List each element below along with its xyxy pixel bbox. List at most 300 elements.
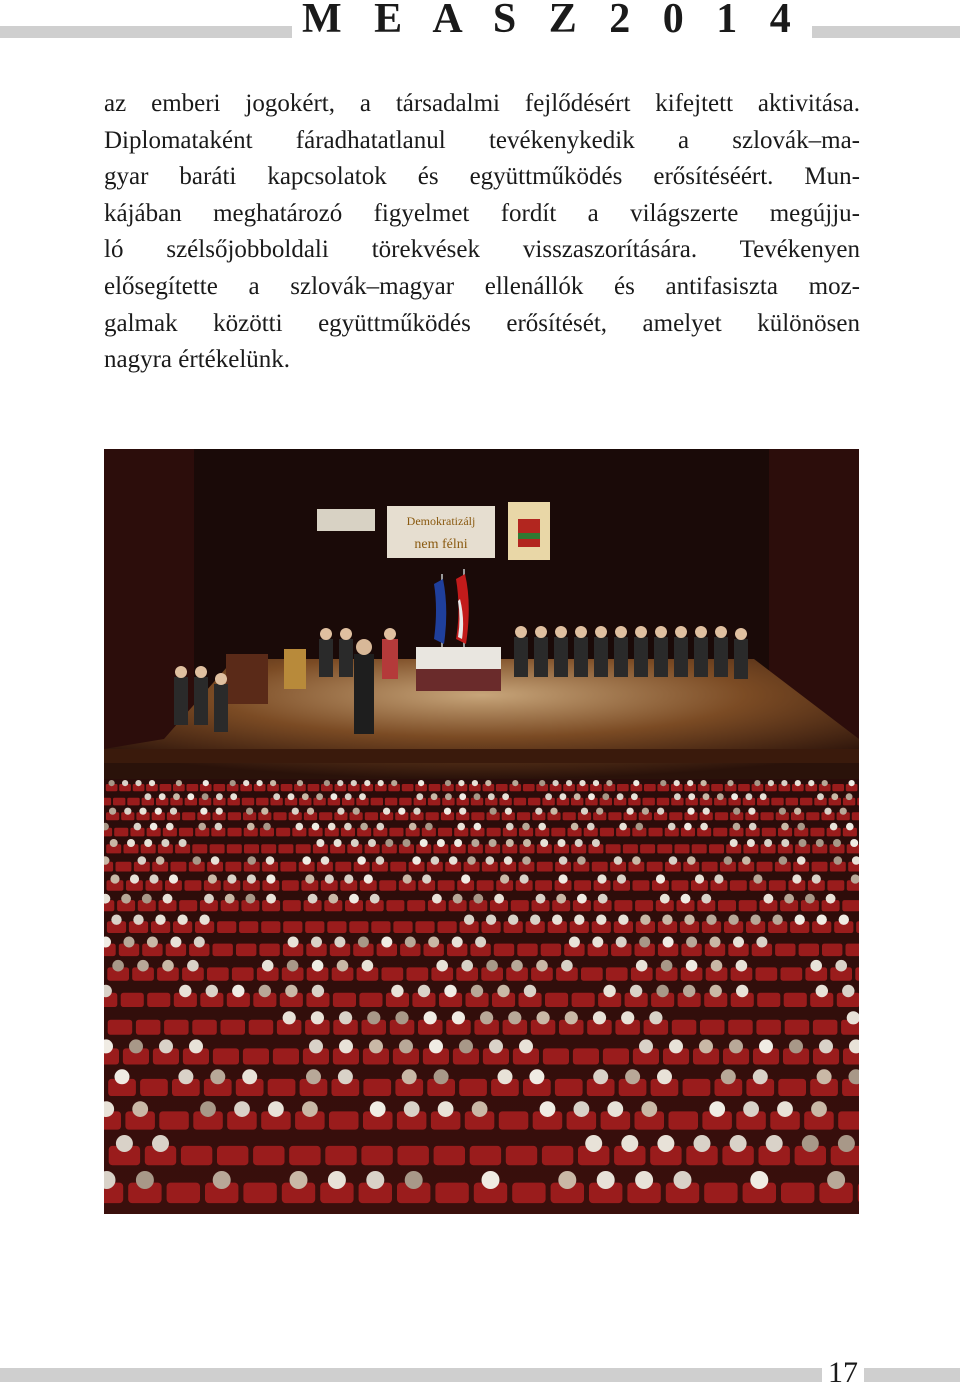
seat: [207, 967, 229, 980]
audience-head: [529, 1069, 544, 1084]
seat: [855, 967, 859, 980]
audience-head: [399, 1039, 413, 1053]
audience-head: [366, 1171, 384, 1189]
seat: [775, 944, 795, 957]
seat: [181, 1146, 212, 1165]
seat: [572, 993, 595, 1007]
audience-head: [200, 808, 207, 815]
audience-head: [602, 793, 609, 800]
seat: [757, 862, 773, 872]
seat: [506, 1146, 537, 1165]
audience-head: [614, 856, 623, 865]
seat: [858, 1183, 859, 1204]
audience-head: [445, 793, 452, 800]
seat: [832, 784, 844, 791]
audience-head: [413, 808, 420, 815]
audience-head: [571, 823, 579, 831]
seat: [278, 844, 293, 853]
seat: [857, 798, 859, 806]
seat: [281, 784, 293, 791]
audience-head: [701, 894, 711, 904]
seat: [249, 1020, 274, 1035]
seat: [429, 784, 441, 791]
audience-head: [152, 1135, 169, 1152]
stage-banner-left: [317, 509, 375, 531]
audience-head: [362, 960, 374, 972]
audience-head: [756, 937, 767, 948]
audience-head: [243, 780, 249, 786]
text-line: galmak közötti együttműködés erősítését, amelyet különösen: [104, 309, 860, 337]
seat: [261, 921, 280, 933]
text-line: ló szélsőjobboldali törekvések visszaszorítására. Tevékenyen: [104, 236, 860, 264]
audience-head: [550, 808, 557, 815]
audience-head: [746, 793, 753, 800]
seat: [325, 1146, 356, 1165]
seat: [806, 812, 819, 820]
audience-head: [656, 874, 665, 883]
audience-head: [122, 780, 128, 786]
seat: [127, 798, 139, 806]
audience-head: [270, 780, 276, 786]
seat: [761, 812, 774, 820]
audience-head: [194, 937, 205, 948]
seat: [228, 812, 241, 820]
audience-head: [797, 823, 805, 831]
audience-head: [494, 894, 504, 904]
seat: [459, 1079, 487, 1096]
audience-head: [247, 874, 256, 883]
audience-head: [452, 937, 463, 948]
audience-head: [721, 1069, 736, 1084]
audience-head: [377, 823, 385, 831]
seat: [762, 828, 776, 837]
audience-head: [199, 915, 209, 925]
audience-head: [109, 808, 116, 815]
seat: [108, 1020, 133, 1035]
seat: [592, 862, 608, 872]
audience-head: [202, 793, 209, 800]
audience-head: [370, 894, 380, 904]
audience-head: [733, 808, 740, 815]
audience-head: [660, 780, 666, 786]
audience-head: [674, 1171, 692, 1189]
audience-head: [724, 856, 733, 865]
audience-head: [772, 915, 782, 925]
audience-head: [193, 856, 202, 865]
audience-head: [657, 1135, 674, 1152]
audience-head: [475, 937, 486, 948]
seat: [296, 844, 311, 853]
audience-head: [711, 960, 723, 972]
audience-head: [730, 839, 738, 847]
audience-head: [230, 780, 236, 786]
audience-head: [486, 960, 498, 972]
audience-head: [206, 985, 218, 997]
audience-head: [703, 808, 710, 815]
audience-head: [429, 1039, 443, 1053]
audience-head: [367, 1011, 380, 1024]
seat: [700, 1020, 725, 1035]
stage-poster-right: [508, 502, 550, 560]
seat: [600, 828, 614, 837]
audience-head: [743, 1101, 759, 1117]
audience-head: [459, 808, 466, 815]
audience-head: [138, 856, 147, 865]
audience-head: [617, 874, 626, 883]
audience-head: [150, 823, 158, 831]
audience-head: [500, 874, 509, 883]
audience-head: [445, 780, 451, 786]
body-paragraph: [104, 86, 860, 379]
audience-head: [110, 874, 119, 883]
audience-head: [227, 874, 236, 883]
audience-head: [781, 839, 789, 847]
audience-head: [729, 1039, 743, 1053]
audience-head: [459, 1039, 473, 1053]
audience-head: [266, 874, 275, 883]
audience-head: [736, 985, 748, 997]
audience-head: [766, 1135, 783, 1152]
audience-head: [334, 937, 345, 948]
audience-head: [261, 808, 268, 815]
audience-head: [288, 937, 299, 948]
audience-head: [461, 960, 473, 972]
audience-head: [302, 856, 311, 865]
audience-head: [694, 1135, 711, 1152]
seat: [239, 921, 258, 933]
audience-head: [808, 780, 814, 786]
seat: [259, 944, 279, 957]
seat: [715, 812, 728, 820]
audience-head: [383, 808, 390, 815]
audience-head: [403, 874, 412, 883]
audience-head: [225, 894, 235, 904]
seat: [179, 900, 197, 911]
audience-head: [764, 894, 774, 904]
seat: [225, 862, 241, 872]
audience-head: [699, 1039, 713, 1053]
audience-head: [593, 780, 599, 786]
audience-head: [489, 839, 497, 847]
audience-head: [642, 808, 649, 815]
seat: [543, 1048, 569, 1064]
audience-head: [819, 1039, 833, 1053]
seat: [187, 784, 199, 791]
audience-head: [145, 793, 152, 800]
audience-head: [606, 780, 612, 786]
audience-head: [121, 894, 131, 904]
seat: [438, 880, 455, 890]
page-number: 17: [822, 1356, 864, 1390]
seat: [603, 1048, 629, 1064]
audience-head: [581, 808, 588, 815]
audience-head: [178, 1069, 193, 1084]
seat: [812, 862, 828, 872]
seat: [253, 1146, 284, 1165]
audience-head: [187, 960, 199, 972]
seat: [435, 1183, 468, 1204]
seat: [382, 967, 404, 980]
audience-head: [617, 793, 624, 800]
audience-head: [474, 823, 482, 831]
audience-head: [428, 937, 439, 948]
audience-head: [846, 793, 853, 800]
audience-head: [728, 915, 738, 925]
audience-head: [574, 793, 581, 800]
audience-head: [351, 780, 357, 786]
audience-head: [621, 1011, 634, 1024]
audience-head: [632, 856, 641, 865]
audience-head: [539, 780, 545, 786]
audience-head: [321, 856, 330, 865]
seat: [784, 993, 807, 1007]
seat: [730, 880, 747, 890]
seat: [778, 1079, 806, 1096]
seat: [140, 1079, 168, 1096]
audience-head: [750, 915, 760, 925]
audience-head: [717, 793, 724, 800]
audience-head: [124, 937, 135, 948]
audience-head: [497, 985, 509, 997]
seat: [228, 828, 242, 837]
audience-head: [849, 780, 855, 786]
audience-head: [273, 793, 280, 800]
audience-head: [405, 1171, 423, 1189]
audience-head: [577, 856, 586, 865]
audience-head: [438, 1101, 454, 1117]
audience-head: [616, 937, 627, 948]
audience-head: [324, 780, 330, 786]
audience-head: [130, 874, 139, 883]
seat: [164, 1020, 189, 1035]
audience-head: [553, 780, 559, 786]
audience-head: [789, 1039, 803, 1053]
text-line: gyar baráti kapcsolatok és együttműködés erősítéséért. Mun-: [104, 163, 860, 191]
seat: [672, 880, 689, 890]
audience-head: [173, 793, 180, 800]
audience-head: [454, 839, 462, 847]
audience-head: [569, 937, 580, 948]
seat: [573, 1048, 599, 1064]
audience-head: [733, 823, 741, 831]
audience-head: [485, 780, 491, 786]
audience-head: [669, 1039, 683, 1053]
audience-head: [674, 793, 681, 800]
audience-head: [597, 874, 606, 883]
audience-head: [292, 808, 299, 815]
audience-head: [508, 1011, 521, 1024]
audience-head: [344, 823, 352, 831]
seat: [438, 828, 452, 837]
audience-head: [472, 1101, 488, 1117]
seat: [640, 844, 655, 853]
seat: [856, 921, 859, 933]
audience-head: [242, 1069, 257, 1084]
audience-head: [511, 960, 523, 972]
audience-head: [754, 780, 760, 786]
audience-head: [412, 856, 421, 865]
audience-head: [162, 960, 174, 972]
seat: [827, 880, 844, 890]
seat: [541, 944, 561, 957]
seat: [477, 880, 494, 890]
audience-head: [385, 839, 393, 847]
audience-head: [159, 1039, 173, 1053]
audience-head: [405, 937, 416, 948]
seat: [786, 798, 798, 806]
audience-head: [285, 985, 297, 997]
seat: [213, 784, 225, 791]
audience-head: [142, 894, 152, 904]
audience-head: [307, 808, 314, 815]
seat: [785, 1020, 810, 1035]
audience-head: [266, 894, 276, 904]
audience-head: [464, 915, 474, 925]
audience-head: [733, 937, 744, 948]
audience-head: [345, 793, 352, 800]
seat: [273, 812, 286, 820]
seat: [537, 862, 553, 872]
audience-head: [597, 1171, 615, 1189]
audience-head: [132, 1101, 148, 1117]
audience-head: [538, 823, 546, 831]
audience-head: [431, 793, 438, 800]
seat: [528, 798, 540, 806]
audience-head: [810, 960, 822, 972]
text-line: kájában meghatározó figyelmet fordít a világszerte megújju-: [104, 199, 860, 227]
text-line: elősegítette a szlovák–magyar ellenállók és antifasiszta moz-: [104, 272, 860, 300]
audience-head: [506, 839, 514, 847]
audience-head: [826, 894, 836, 904]
audience-head: [144, 839, 152, 847]
seat: [657, 844, 672, 853]
audience-head: [306, 1069, 321, 1084]
audience-head: [688, 793, 695, 800]
audience-head: [311, 937, 322, 948]
seat: [308, 784, 320, 791]
audience-head: [302, 793, 309, 800]
audience-head: [736, 960, 748, 972]
seat: [657, 798, 669, 806]
audience-head: [458, 780, 464, 786]
audience-head: [703, 793, 710, 800]
audience-head: [391, 780, 397, 786]
audience-head: [522, 823, 530, 831]
seat: [192, 1020, 217, 1035]
seat: [499, 1111, 529, 1129]
audience-head: [312, 960, 324, 972]
audience-head: [750, 1171, 768, 1189]
audience-head: [381, 937, 392, 948]
audience-head: [187, 793, 194, 800]
seat: [672, 1020, 697, 1035]
audience-head: [353, 808, 360, 815]
audience-head: [558, 1171, 576, 1189]
audience-head: [351, 839, 359, 847]
audience-head: [473, 894, 483, 904]
audience-head: [334, 839, 342, 847]
audience-head: [176, 780, 182, 786]
audience-head: [213, 1171, 231, 1189]
audience-head: [621, 1135, 638, 1152]
audience-head: [434, 1069, 449, 1084]
seat: [379, 880, 396, 890]
audience-head: [668, 823, 676, 831]
audience-head: [263, 823, 271, 831]
seat: [361, 1146, 392, 1165]
audience-head: [147, 937, 158, 948]
audience-head: [552, 915, 562, 925]
seat: [171, 862, 187, 872]
seat: [496, 784, 508, 791]
audience-head: [731, 793, 738, 800]
audience-head: [742, 856, 751, 865]
audience-head: [619, 823, 627, 831]
audience-head: [596, 808, 603, 815]
audience-head: [328, 823, 336, 831]
audience-head: [234, 1101, 250, 1117]
audience-head: [216, 793, 223, 800]
seat: [842, 900, 859, 911]
seat: [711, 784, 723, 791]
audience-head: [566, 780, 572, 786]
seat: [399, 798, 411, 806]
seat: [728, 1020, 753, 1035]
seat: [846, 944, 860, 957]
audience-head: [302, 1101, 318, 1117]
audience-head: [115, 1069, 130, 1084]
audience-head: [459, 793, 466, 800]
audience-head: [561, 960, 573, 972]
audience-head: [170, 808, 177, 815]
audience-head: [344, 874, 353, 883]
seat: [614, 900, 632, 911]
audience-head: [522, 856, 531, 865]
seat: [268, 1079, 296, 1096]
audience-head: [760, 793, 767, 800]
audience-head: [797, 856, 806, 865]
audience-head: [660, 894, 670, 904]
seat: [217, 921, 236, 933]
audience-head: [328, 1171, 346, 1189]
seat: [494, 944, 514, 957]
audience-head: [391, 985, 403, 997]
seat: [213, 1048, 239, 1064]
audience-head: [839, 915, 849, 925]
seat: [800, 798, 812, 806]
audience-head: [467, 856, 476, 865]
seat: [471, 812, 484, 820]
audience-head: [498, 1069, 513, 1084]
audience-head: [431, 856, 440, 865]
audience-head: [792, 874, 801, 883]
audience-head: [560, 793, 567, 800]
audience-head: [449, 856, 458, 865]
seat: [643, 798, 655, 806]
audience-head: [444, 808, 451, 815]
seat: [243, 1048, 269, 1064]
audience-head: [593, 1011, 606, 1024]
seat: [363, 1079, 391, 1096]
audience-head: [312, 823, 320, 831]
audience-head: [370, 1101, 386, 1117]
audience-head: [530, 915, 540, 925]
seat: [217, 1146, 248, 1165]
audience-head: [189, 1039, 203, 1053]
audience-head: [523, 839, 531, 847]
audience-head: [247, 823, 255, 831]
audience-head: [748, 808, 755, 815]
